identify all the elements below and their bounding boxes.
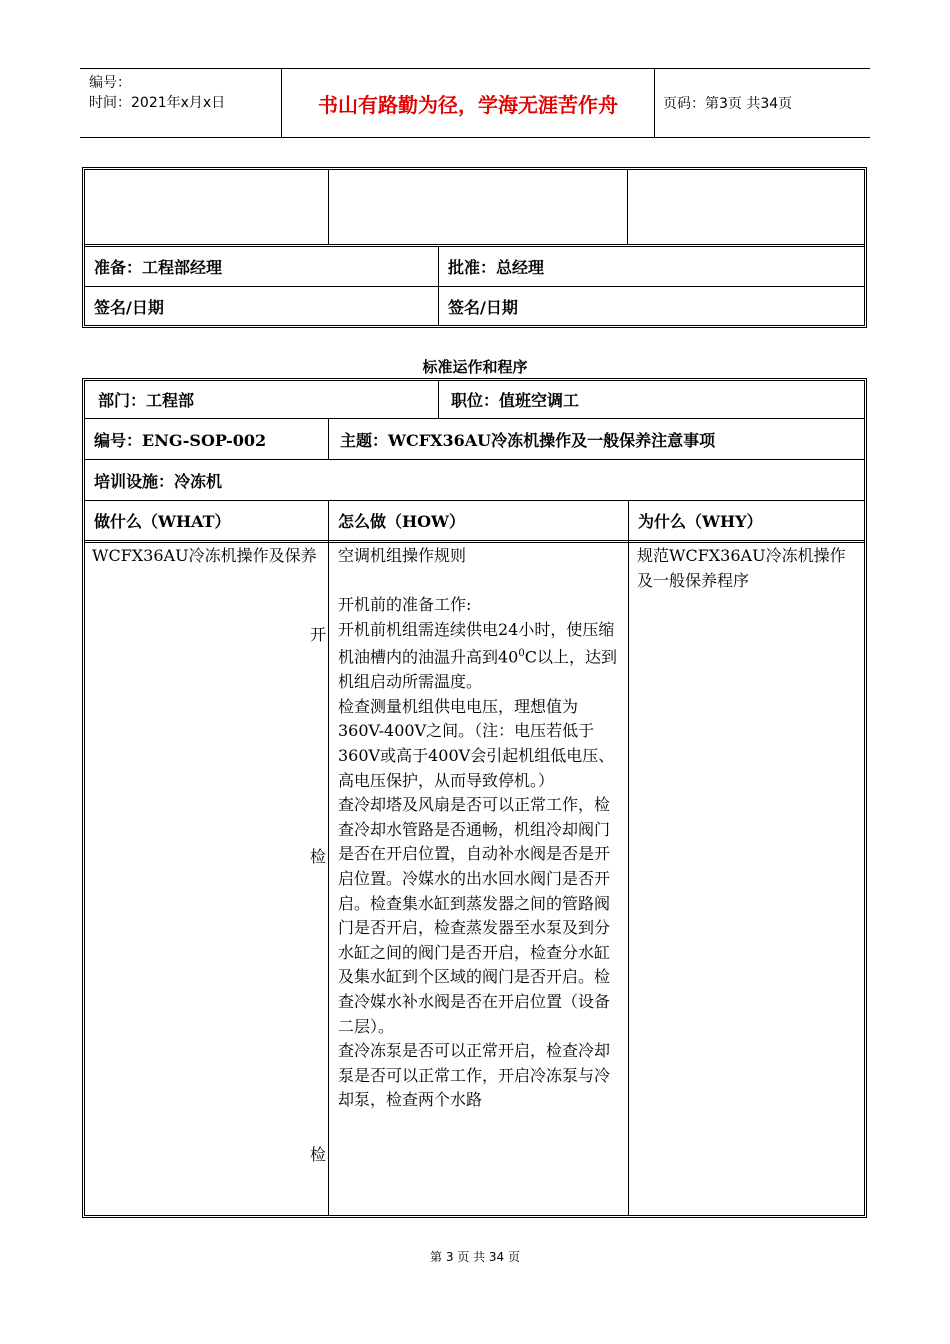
why-content: 规范WCFX36AU冷冻机操作及一般保养程序 (637, 546, 846, 590)
how-step-power-text: 开机前机组需连续供电24小时，使压缩机油槽内的油温升高到40 (338, 619, 615, 667)
department: 部门：工程部 (98, 391, 195, 410)
how-step-power (338, 618, 620, 695)
table-divider (627, 170, 628, 245)
sop-number: 编号：ENG-SOP-002 (94, 430, 267, 450)
sop-subject: 主题：WCFX36AU冷冻机操作及一般保养注意事项 (340, 430, 716, 450)
header-motto: 书山有路勤为径，学海无涯苦作舟 (318, 92, 618, 117)
side-char: 开 (310, 625, 327, 644)
sign-date-left: 签名/日期 (94, 297, 164, 317)
table-divider (85, 540, 864, 543)
how-title: 空调机组操作规则 (338, 546, 467, 565)
table-divider (438, 247, 439, 325)
document-title: 标准运作和程序 (422, 358, 528, 376)
approved-by: 批准：总经理 (448, 258, 545, 277)
position: 职位：值班空调工 (451, 391, 580, 410)
sign-date-right: 签名/日期 (448, 297, 518, 317)
code-label: 编号： (89, 75, 131, 91)
degree-sup: 0 (518, 648, 525, 660)
training-facility: 培训设施：冷冻机 (94, 471, 223, 491)
how-content (338, 544, 620, 1212)
how-step-pumps: 查冷冻泵是否可以正常开启，检查冷却泵是否可以正常工作，开启冷冻泵与冷却泵，检查两个水路 (338, 1041, 611, 1110)
page-header (80, 68, 870, 138)
column-header-why: 为什么（WHY） (638, 512, 763, 531)
column-header-how: 怎么做（HOW） (338, 512, 466, 531)
page-info: 页码：第3页 共34页 (663, 96, 793, 112)
table-divider (328, 501, 329, 1215)
column-header-what: 做什么（WHAT） (94, 512, 231, 531)
header-divider (654, 69, 655, 137)
what-content: WCFX36AU冷冻机操作及保养 (92, 546, 317, 565)
table-divider (328, 170, 329, 245)
how-step-power-tail: C以上，达到机组启动所需温度。 (338, 647, 617, 692)
table-divider (628, 501, 629, 1215)
how-prep: 开机前的准备工作: (338, 595, 472, 615)
how-step-voltage: 检查测量机组供电电压，理想值为360V-400V之间。（注：电压若低于360V或高于400V会引起机组低电压、高电压保护，从而导致停机。） (338, 696, 615, 790)
side-char: 检 (310, 1145, 327, 1164)
time-label: 时间：2021年x月x日 (89, 95, 226, 111)
page-footer: 第 3 页 共 34 页 (430, 1250, 520, 1264)
prepared-by: 准备：工程部经理 (94, 258, 223, 277)
table-divider (438, 381, 439, 419)
table-divider (328, 419, 329, 460)
header-left (89, 73, 225, 113)
how-step-cooling: 查冷却塔及风扇是否可以正常工作，检查冷却水管路是否通畅，机组冷却阀门是否在开启位置，自动补水阀是否是开启位置。冷媒水的出水回水阀门是否开启。检查集水缸到蒸发器之间的管路阀门是否开启，检查蒸发器至水泵及到分水缸之间的阀门是否开启，检查分水缸及集水缸到个区域的阀门是否开启。检查冷媒水补水阀是否在开启位置（设备二层）。 (338, 795, 611, 1036)
side-char: 检 (310, 847, 327, 866)
